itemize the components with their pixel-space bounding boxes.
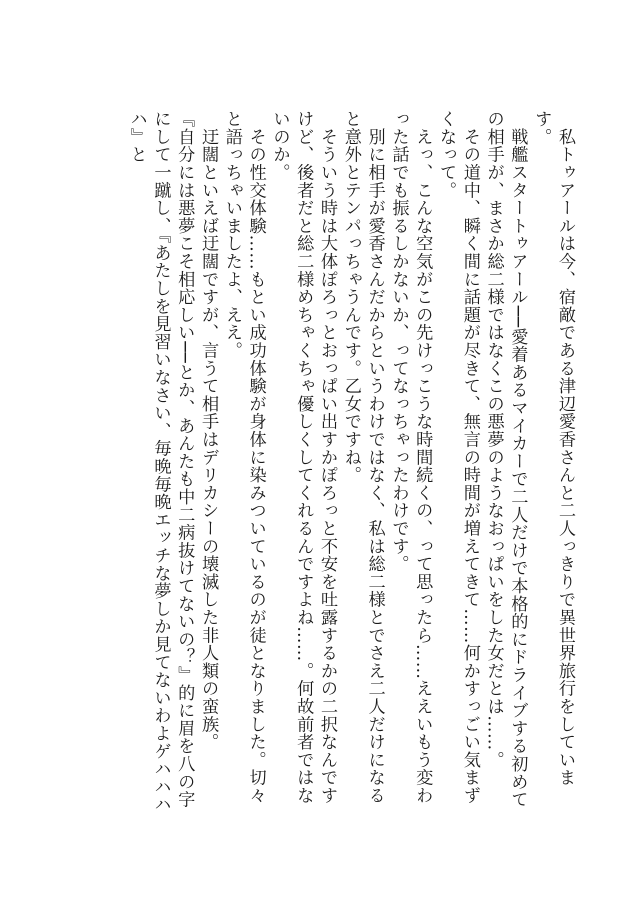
paragraph: 迂闊といえば迂闊ですが、言うて相手はデリカシーの壊滅した非人類の蛮族。 <box>198 110 219 751</box>
paragraph: そういう時は大体ぽろっとおっぱい出すかぽろっと不安を吐露するかの二択なんですけど、後者だと総二様めちゃくちゃ優しくしてくれるんですよね……。何故前者ではないのか。 <box>269 110 338 805</box>
vertical-text-body <box>124 110 576 820</box>
paragraph: その性交体験……もとい成功体験が身体に染みついているのが徒となりました。切々と語っちゃいましたよ、ええ。 <box>221 110 266 805</box>
paragraph: えっ、こんな空気がこの先けっこうな時間続くの、って思ったら……ええいもう変わった話でも振るしかないか、ってなっちゃったわけです。 <box>388 110 433 805</box>
paragraph: 『自分には悪夢こそ相応しい──とか、あんたも中二病抜けてないの？』的に眉を八の字にして一蹴し、『あたしを見習いなさい、毎晩毎晩エッチな夢しか見てないわよゲハハハハ』と <box>126 110 195 814</box>
paragraph: 戦艦スタートゥアール──愛着あるマイカーで二人だけで本格的にドライブする初めての相手が、まさか総二様ではなくこの悪夢のようなおっぱいをした女だとは……。 <box>483 110 528 809</box>
paragraph: 私トゥアールは今、宿敵である津辺愛香さんと二人っきりで異世界旅行をしています。 <box>531 110 575 787</box>
paragraph: 別に相手が愛香さんだからというわけではなく、私は総二様とでさえ二人だけになると意外とテンパっちゃうんです。乙女ですね。 <box>340 110 385 805</box>
paragraph: その道中、瞬く間に話題が尽きて、無言の時間が増えてきて……何かすっごい気まずくなって。 <box>436 110 480 805</box>
